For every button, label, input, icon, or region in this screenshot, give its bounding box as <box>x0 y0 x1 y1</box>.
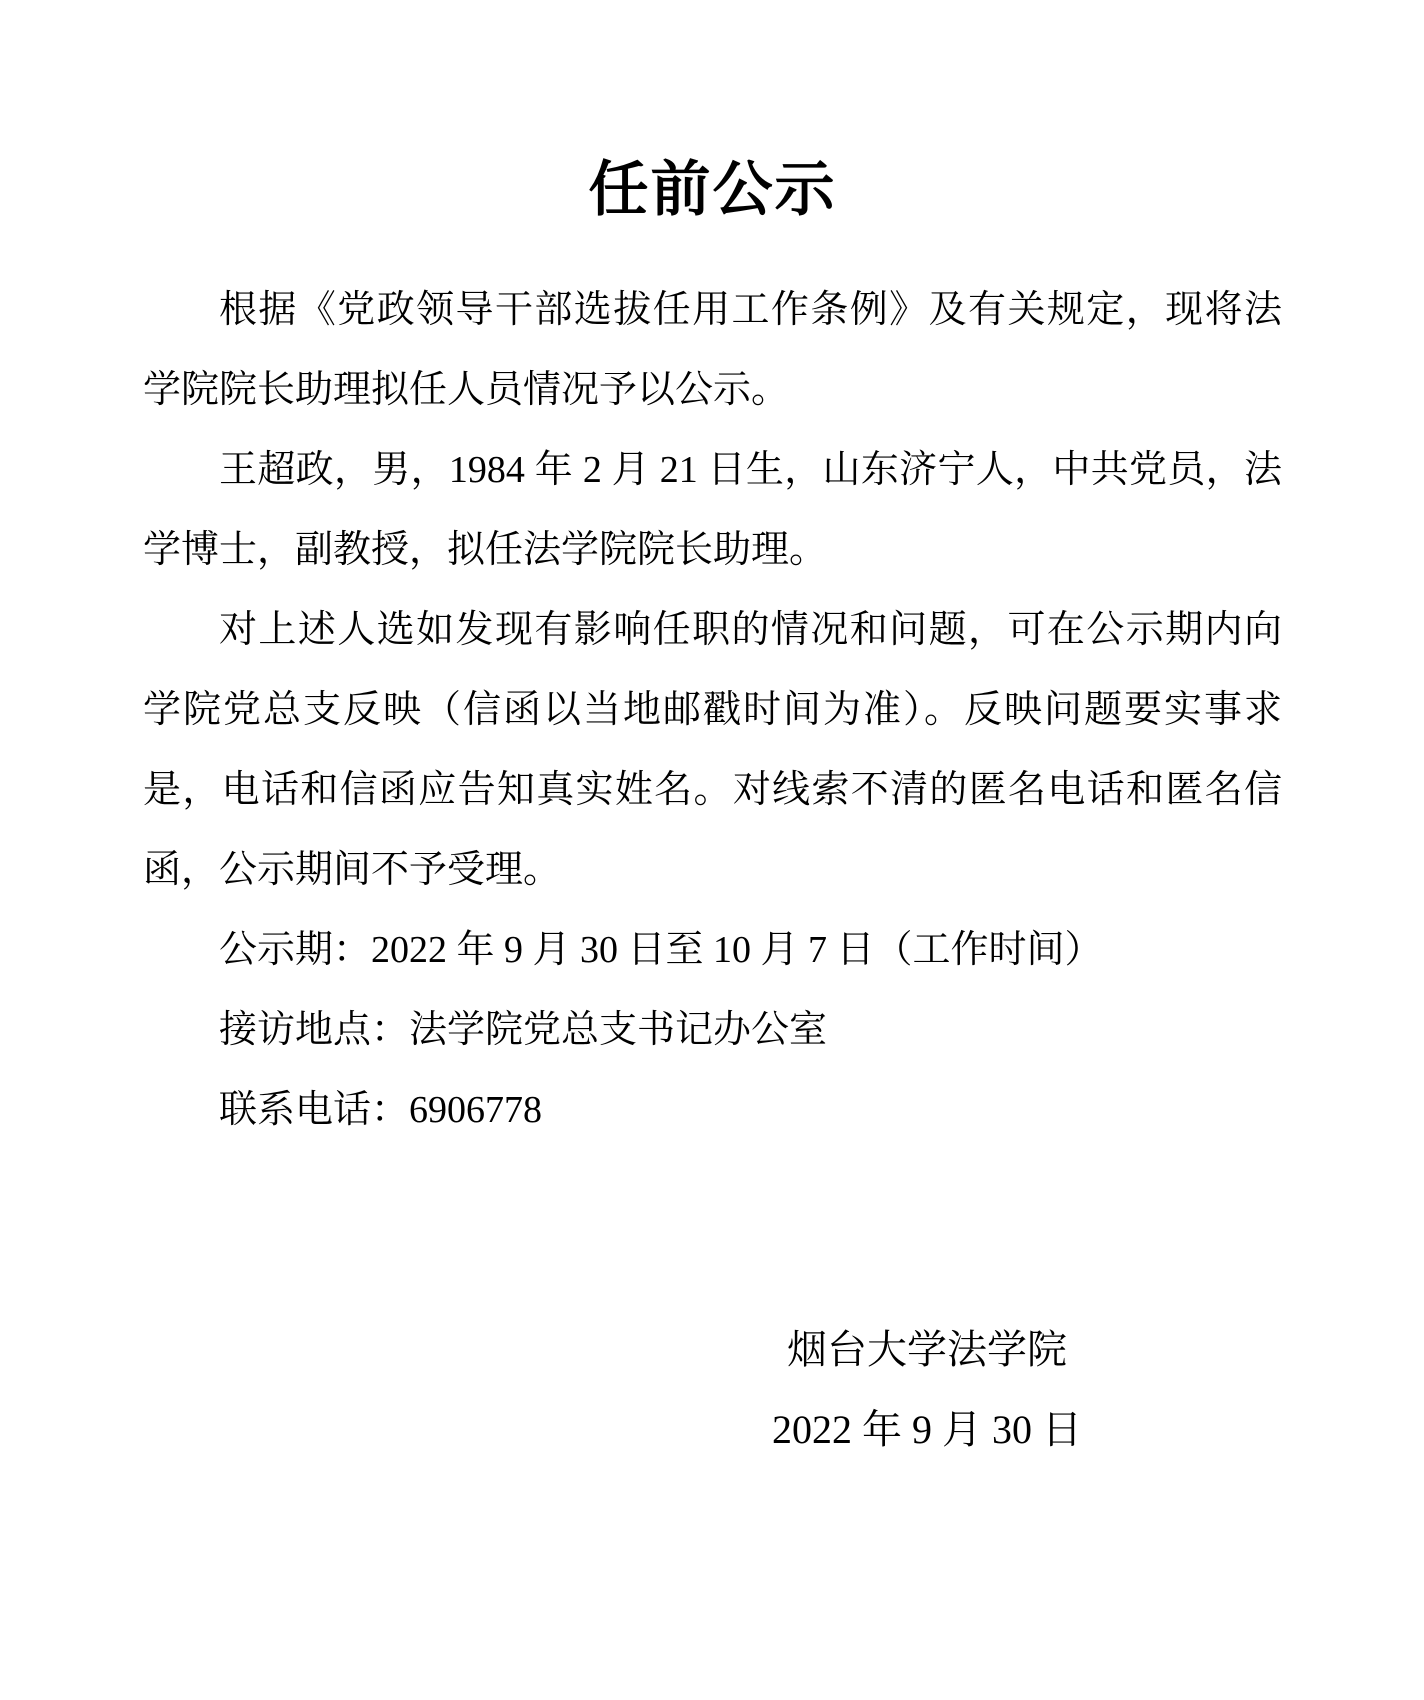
paragraph-feedback-instructions: 对上述人选如发现有影响任职的情况和问题，可在公示期内向学院党总支反映（信函以当地邮戳时间为准）。反映问题要实事求是，电话和信函应告知真实姓名。对线索不清的匿名电话和匿名信函，公示期间不予受理。 <box>143 609 1282 891</box>
contact-phone-line: 联系电话：6906778 <box>219 1089 543 1131</box>
publicity-period-line: 公示期：2022 年 9 月 30 日至 10 月 7 日（工作时间） <box>219 929 1103 971</box>
document-title: 任前公示 <box>588 156 837 223</box>
reception-location-line: 接访地点：法学院党总支书记办公室 <box>219 1009 828 1051</box>
signature-date: 2022 年 9 月 30 日 <box>772 1407 1082 1452</box>
signature-block <box>772 1310 1082 1470</box>
paragraph-candidate-info: 王超政，男，1984 年 2 月 21 日生，山东济宁人，中共党员，法学博士，副教授，拟任法学院院长助理。 <box>143 449 1282 571</box>
paragraph-legal-basis: 根据《党政领导干部选拔任用工作条例》及有关规定，现将法学院院长助理拟任人员情况予以公示。 <box>143 289 1282 411</box>
signature-organization: 烟台大学法学院 <box>787 1327 1067 1372</box>
document-body <box>143 270 1282 1150</box>
